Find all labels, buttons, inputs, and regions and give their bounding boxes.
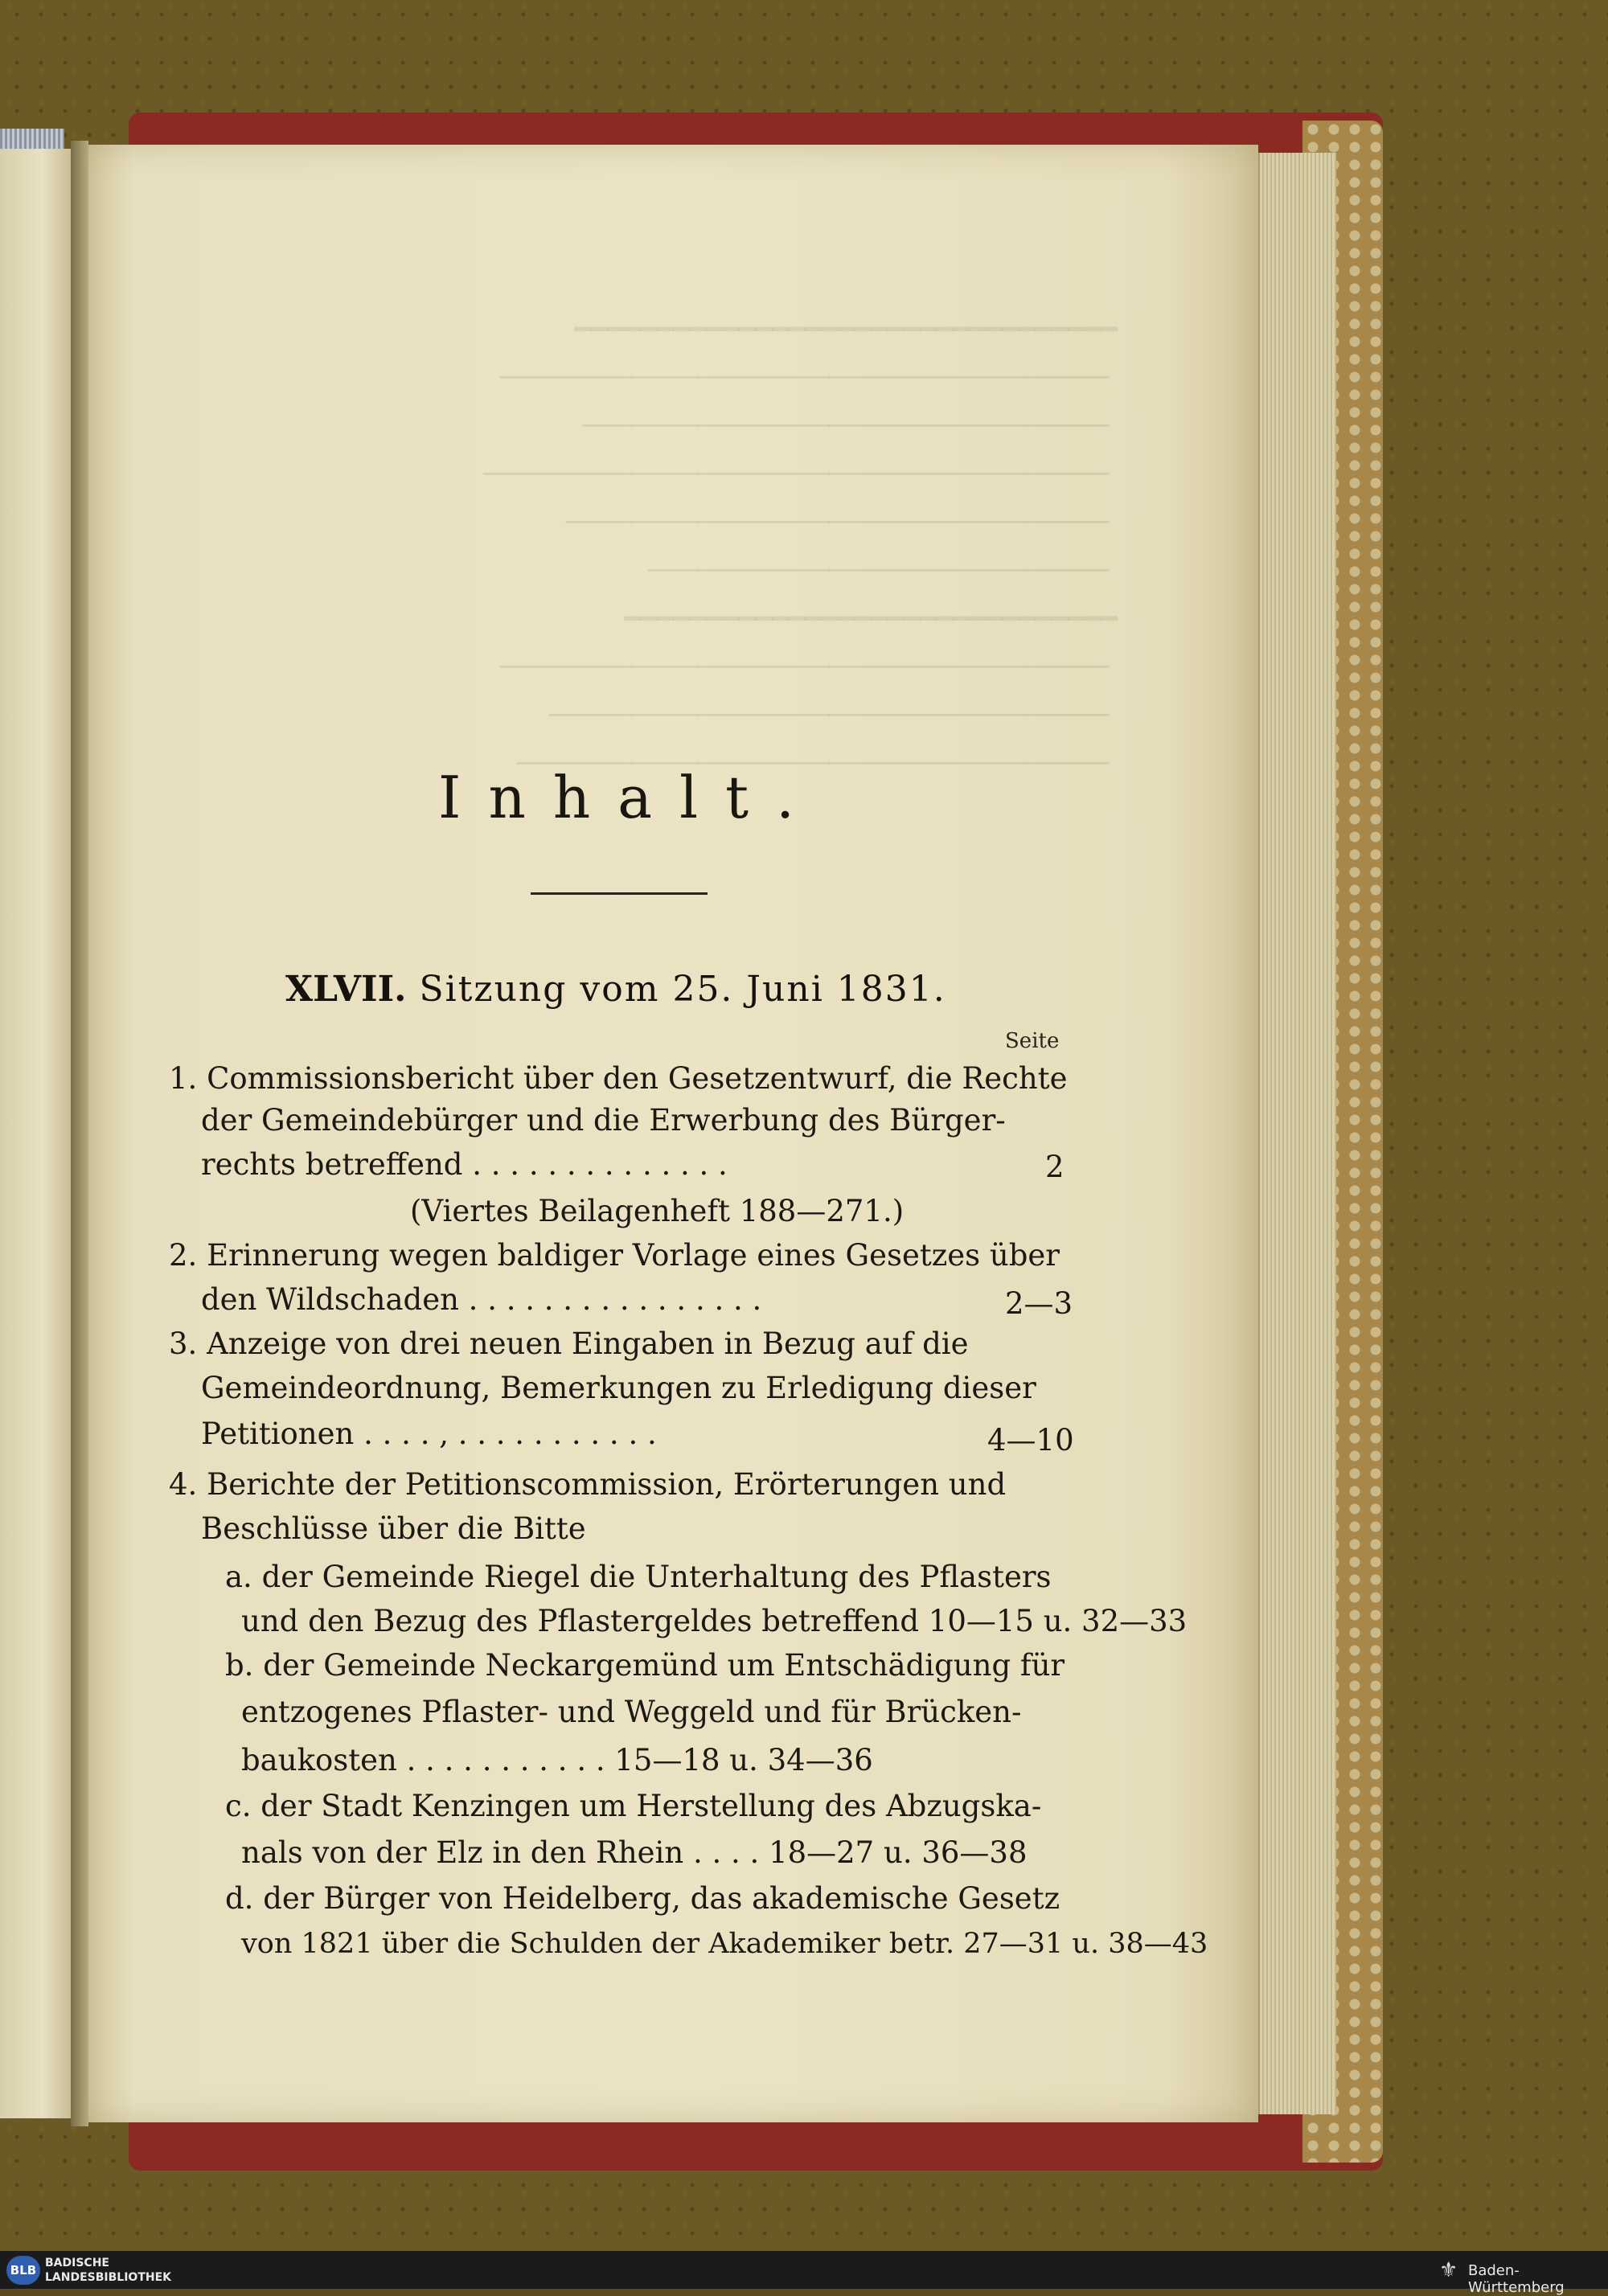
toc-entry-4c-line-2: nals von der Elz in den Rhein . . . . 18—27 u. 36—38: [241, 1835, 1028, 1870]
state-logo-text: Baden-Württemberg: [1468, 2262, 1565, 2296]
toc-entry-3-line-1: 3. Anzeige von drei neuen Eingaben in Bezug auf die: [169, 1326, 969, 1361]
toc-entry-4b-line-2: entzogenes Pflaster- und Weggeld und für Brücken-: [241, 1695, 1022, 1729]
page-title: Inhalt.: [438, 764, 822, 831]
library-name: [45, 2256, 171, 2285]
toc-entry-1-line-2: der Gemeindebürger und die Erwerbung des Bürger-: [201, 1103, 1006, 1138]
book-gutter: [71, 141, 88, 2126]
session-text: Sitzung vom 25. Juni 1831.: [419, 969, 946, 1010]
toc-entry-3-line-3: Petitionen . . . . , . . . . . . . . . . .: [201, 1417, 657, 1451]
bleed-through-texture: ━━━━━━━━━━━━━━━━━━━━━━━━━━━━━━━━━ ───────────────────────────────────── ──────────────────────────────── ────────────────────────────────────── ───────────────────────────────── ──────────────────────────── ━━━━━━━━━━━━━━━━━━━━━━━━━━━━━━ ───────────────────────────────────── ────────────────────────────────── ────────────────────────────────────: [483, 314, 1118, 780]
toc-entry-4a-line-2: und den Bezug des Pflastergeldes betreffend 10—15 u. 32—33: [241, 1604, 1188, 1638]
page-column-header: Seite: [1005, 1029, 1060, 1053]
toc-entry-1-line-3: rechts betreffend . . . . . . . . . . . . . .: [201, 1147, 728, 1182]
session-number: XLVII.: [285, 969, 407, 1010]
toc-entry-4a-line-1: a. der Gemeinde Riegel die Unterhaltung des Pflasters: [225, 1560, 1052, 1594]
footer-bar: [0, 2251, 1608, 2289]
toc-entry-4c-line-1: c. der Stadt Kenzingen um Herstellung des Abzugska-: [225, 1789, 1042, 1823]
toc-entry-1-page: 2: [1045, 1150, 1064, 1184]
page-stack-edges: [1258, 153, 1336, 2114]
baden-wuerttemberg-crest-icon: ⚜: [1439, 2258, 1458, 2282]
toc-entry-3-line-2: Gemeindeordnung, Bemerkungen zu Erledigung dieser: [201, 1371, 1036, 1405]
toc-entry-2-page: 2—3: [1005, 1286, 1073, 1321]
library-name-line-2: LANDESBIBLIOTHEK: [45, 2271, 172, 2284]
toc-entry-4-line-1: 4. Berichte der Petitionscommission, Erörterungen und: [169, 1467, 1007, 1502]
toc-entry-4d-line-1: d. der Bürger von Heidelberg, das akademische Gesetz: [225, 1881, 1060, 1916]
blb-logo-icon: BLB: [6, 2256, 40, 2285]
toc-entry-2-line-1: 2. Erinnerung wegen baldiger Vorlage eines Gesetzes über: [169, 1238, 1060, 1273]
library-name-line-1: BADISCHE: [45, 2257, 109, 2269]
toc-entry-4b-line-3: baukosten . . . . . . . . . . . 15—18 u. 34—36: [241, 1743, 873, 1777]
left-page: [0, 149, 72, 2118]
toc-entry-1-line-1: 1. Commissionsbericht über den Gesetzentwurf, die Rechte: [169, 1061, 1068, 1096]
toc-entry-4d-line-2: von 1821 über die Schulden der Akademiker betr. 27—31 u. 38—43: [241, 1928, 1208, 1960]
toc-entry-4b-line-1: b. der Gemeinde Neckargemünd um Entschädigung für: [225, 1648, 1065, 1683]
toc-entry-2-line-2: den Wildschaden . . . . . . . . . . . . . . . .: [201, 1282, 762, 1317]
toc-entry-4-line-2: Beschlüsse über die Bitte: [201, 1511, 586, 1546]
session-heading: [285, 969, 946, 1010]
toc-entry-1-note: (Viertes Beilagenheft 188—271.): [410, 1194, 904, 1228]
title-rule: [531, 892, 708, 895]
toc-entry-3-page: 4—10: [987, 1423, 1074, 1458]
